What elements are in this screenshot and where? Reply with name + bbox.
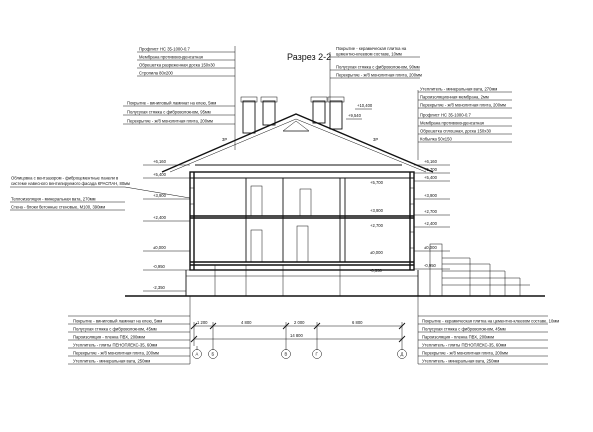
callout-text: Утеплитель - минеральная вата, 270мм [420, 86, 498, 92]
callout-text: Кобылка 50х150 [420, 136, 452, 142]
callout-text: Полусухая стяжка с фиброволокном, 95мм [127, 109, 211, 115]
axis-label: Д [400, 351, 404, 357]
level-mark: ±0,000 [424, 245, 437, 250]
callout-text: Обрешетка разреженная доска 150х30 [139, 62, 215, 68]
level-mark: +2,700 [424, 209, 437, 214]
level-mark: -0,950 [424, 263, 436, 268]
dimension-label: 1 200 [197, 320, 208, 325]
roof-mark: 3Р [222, 137, 228, 142]
callout-floor-left [68, 296, 190, 364]
level-marks-middle [346, 103, 384, 273]
callout-text: Перекрытие - ж/б монолитная плита, 200мм [127, 118, 213, 124]
level-mark: -2,350 [153, 285, 165, 290]
dimension-label: 6 800 [352, 320, 363, 325]
level-mark: +6,160 [424, 159, 437, 164]
callout-text: Покрытие - керамическая плитка на [336, 46, 407, 51]
level-mark: +5,400 [424, 175, 437, 180]
callout-text: Пароизоляционная мембрана, 2мм [420, 94, 489, 100]
level-mark: +2,400 [424, 221, 437, 226]
callout-text: Полусухая стяжка с фиброволокном, 45мм [73, 326, 157, 332]
axis-label: Б [211, 351, 215, 357]
callout-text: Пароизоляция - пленка ПВХ, 200мкм [73, 334, 145, 340]
level-mark: +3,900 [424, 193, 437, 198]
callout-roof-left [137, 46, 235, 150]
level-mark: -0,950 [153, 264, 165, 269]
callout-text: Перекрытие - ж/б монолитная плита, 200мм [422, 350, 508, 356]
callout-text: Облицовка с вентзазором - фиброцементные панели в [11, 175, 119, 181]
callout-attic-floor [330, 46, 422, 120]
callout-attic-insulation [418, 87, 512, 109]
level-mark: +2,700 [370, 223, 383, 228]
level-mark: +9,540 [348, 113, 361, 118]
dimension-total: 14 800 [290, 333, 303, 338]
grid-axes [193, 346, 407, 359]
level-marks-left [143, 159, 190, 291]
level-mark: +3,900 [153, 193, 166, 198]
axis-label: В [284, 351, 288, 357]
callout-text: Перекрытие - ж/б монолитная плита, 200мм [336, 72, 422, 78]
callout-text: Профлист НС 35-1000-0.7 [139, 46, 190, 52]
callout-text: Пароизоляция - пленка ПВХ, 200мкм [422, 334, 494, 340]
level-mark: +5,400 [153, 172, 166, 177]
callout-text: Мембрана противоконденсатная [139, 54, 203, 60]
callout-second-floor [123, 101, 235, 125]
callout-text: Утеплитель - минеральная вата, 250мм [422, 358, 500, 364]
callout-text: Стена - блоки бетонные стеновые, М100, 390мм [11, 204, 106, 210]
callout-text: Утеплитель - плиты ПЕНОПЛЕКС-35, 60мм [422, 342, 507, 348]
callout-text: Мембрана противоконденсатная [420, 120, 484, 126]
axis-label: А [195, 351, 199, 357]
callout-text: Покрытие - виниловый ламинат на клею, 5мм [73, 318, 163, 324]
stair-terrace [430, 244, 530, 296]
callout-text: системе навесного вентилируемого фасада КРАСПАН, 80мм [11, 181, 130, 186]
building-section [125, 172, 545, 296]
callout-text: Перекрытие - ж/б монолитная плита, 200мм [420, 102, 506, 108]
callout-text: Полусухая стяжка с фиброволокном, 45мм [422, 326, 506, 332]
dimension-label: 4 800 [241, 320, 252, 325]
callout-text: Покрытие - керамическая плитка на цементно-клеевом составе, 10мм [422, 318, 560, 324]
level-mark: +3,900 [370, 208, 383, 213]
drawing-title: Разрез 2-2 [287, 52, 332, 62]
callout-text: Утеплитель - плиты ПЕНОПЛЕКС-35, 60мм [73, 342, 158, 348]
callout-roof-right [418, 90, 512, 160]
dimension-chain [191, 320, 405, 346]
callout-text: Полусухая стяжка с фиброволокном, 90мм [336, 64, 420, 70]
level-mark: +5,700 [424, 167, 437, 172]
callout-text: Обрешетка сплошная, доска 150х30 [420, 128, 491, 134]
level-mark: +2,400 [153, 215, 166, 220]
callout-text: Теплоизоляция - минеральная вата, 270мм [11, 196, 96, 202]
level-mark: -0,550 [370, 268, 382, 273]
callout-text: Профлист НС 35-1000-0.7 [420, 112, 471, 118]
roof-mark: 3Р [373, 137, 379, 142]
callout-text: Покрытие - виниловый ламинат на клею, 5мм [127, 100, 217, 106]
axis-label: Г [315, 351, 318, 357]
callout-text: Утеплитель - минеральная вата, 250мм [73, 358, 151, 364]
callout-text: Перекрытие - ж/б монолитная плита, 200мм [73, 350, 159, 356]
dimension-label: 2 000 [294, 320, 305, 325]
level-mark: +6,160 [153, 159, 166, 164]
callout-floor-right [418, 296, 559, 364]
callout-text: Стропила 80х200 [139, 70, 173, 76]
callout-text: цементно-клеевом составе, 10мм [336, 51, 402, 57]
level-mark: ±0,000 [153, 245, 166, 250]
level-marks-right [414, 159, 450, 269]
level-mark: +5,700 [370, 180, 383, 185]
level-mark: +10,400 [357, 103, 373, 108]
level-mark: ±0,000 [370, 250, 383, 255]
